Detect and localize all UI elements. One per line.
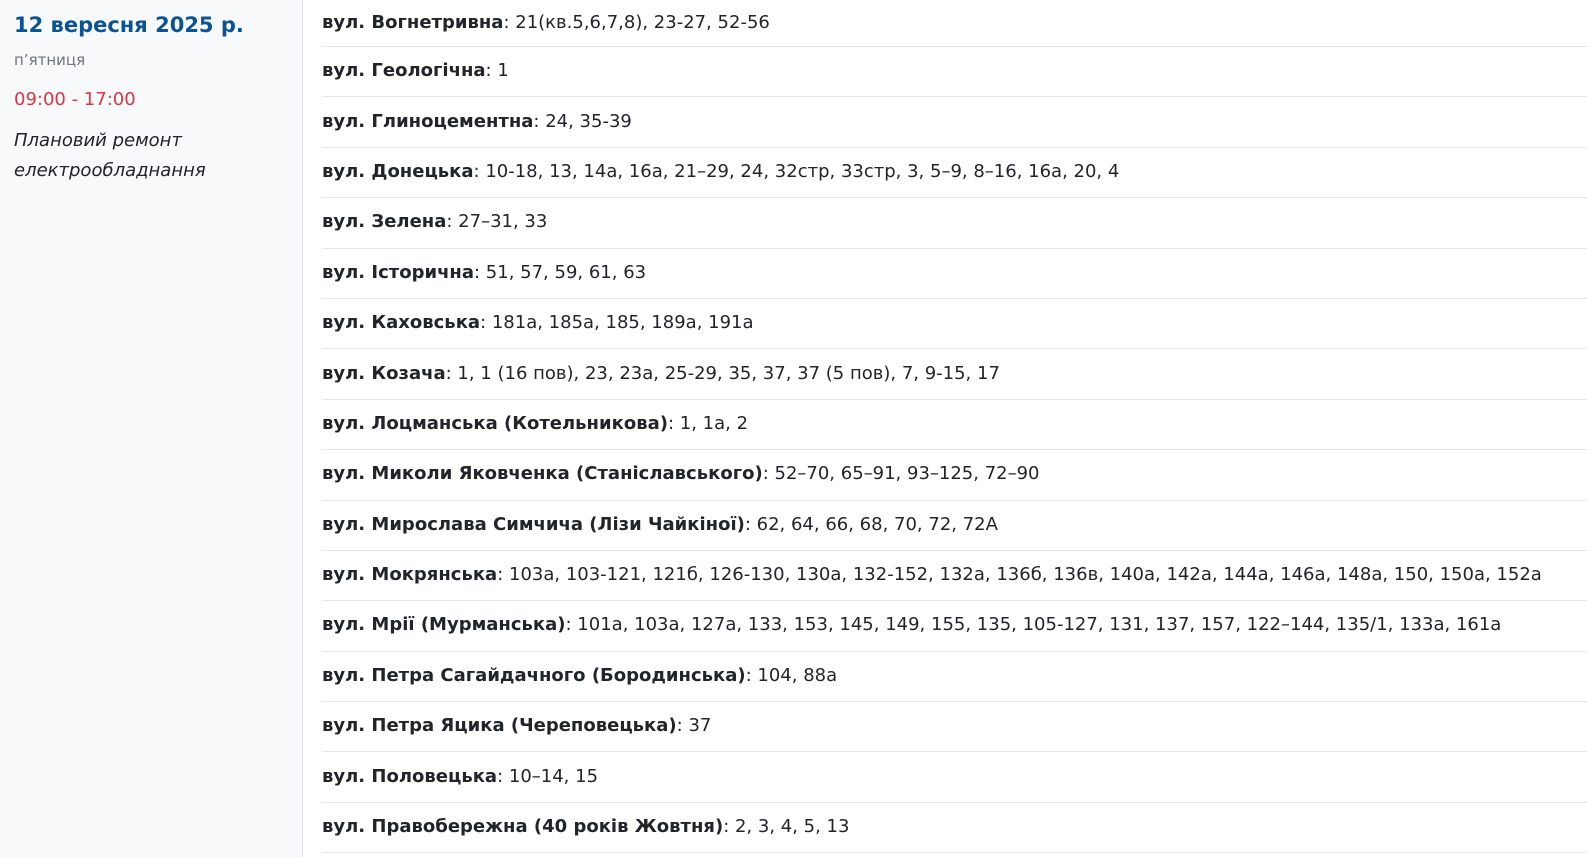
outage-reason: Плановий ремонт електрообладнання (14, 130, 206, 181)
street-row (322, 803, 1587, 853)
house-numbers: : 10-18, 13, 14а, 16а, 21–29, 24, 32стр, 33стр, 3, 5–9, 8–16, 16а, 20, 4 (473, 160, 1120, 182)
street-row (322, 148, 1587, 198)
street-name: вул. Геологічна (322, 60, 486, 82)
house-numbers: : 101а, 103а, 127а, 133, 153, 145, 149, 155, 135, 105-127, 131, 137, 157, 122–144, 135/1, 133а, 161а (565, 614, 1502, 636)
street-row (322, 601, 1587, 651)
street-row (322, 752, 1587, 802)
street-row (322, 0, 1587, 47)
outage-info-panel (0, 0, 303, 857)
street-row (322, 652, 1587, 702)
outage-weekday: п’ятниця (14, 51, 86, 69)
street-name: вул. Петра Сагайдачного (Бородинська) (322, 664, 746, 686)
street-name: вул. Лоцманська (Котельникова) (322, 412, 668, 434)
street-row (322, 450, 1587, 500)
street-name: вул. Мокрянська (322, 564, 498, 586)
street-row (322, 299, 1587, 349)
street-list (303, 0, 1587, 857)
street-name: вул. Мрії (Мурманська) (322, 614, 566, 636)
street-name: вул. Зелена (322, 211, 447, 233)
house-numbers: : 51, 57, 59, 61, 63 (474, 261, 647, 283)
street-row (322, 97, 1587, 147)
house-numbers: : 62, 64, 66, 68, 70, 72, 72А (744, 513, 998, 535)
street-row (322, 551, 1587, 601)
street-name: вул. Козача (322, 362, 446, 384)
street-name: вул. Миколи Яковченка (Станіславського) (322, 463, 763, 485)
street-name: вул. Історична (322, 261, 475, 283)
street-name: вул. Каховська (322, 312, 481, 334)
street-row (322, 702, 1587, 752)
outage-time-range: 09:00 - 17:00 (14, 89, 136, 110)
outage-date: 12 вересня 2025 р. (14, 13, 244, 37)
street-row (322, 47, 1587, 97)
street-row (322, 349, 1587, 399)
house-numbers: : 27–31, 33 (446, 211, 548, 233)
house-numbers: : 52–70, 65–91, 93–125, 72–90 (762, 463, 1040, 485)
house-numbers: : 1 (485, 60, 509, 82)
street-name: вул. Мирослава Симчича (Лізи Чайкіної) (322, 513, 745, 535)
house-numbers: : 37 (676, 715, 712, 737)
house-numbers: : 181а, 185а, 185, 189а, 191а (480, 312, 754, 334)
house-numbers: : 10–14, 15 (497, 765, 599, 787)
street-row (322, 501, 1587, 551)
house-numbers: : 104, 88а (745, 664, 838, 686)
street-row (322, 249, 1587, 299)
street-name: вул. Донецька (322, 160, 474, 182)
house-numbers: : 2, 3, 4, 5, 13 (723, 816, 850, 838)
house-numbers: : 1, 1 (16 пов), 23, 23а, 25-29, 35, 37, 37 (5 пов), 7, 9-15, 17 (445, 362, 1000, 384)
street-name: вул. Петра Яцика (Череповецька) (322, 715, 677, 737)
house-numbers: : 1, 1а, 2 (667, 412, 749, 434)
street-name: вул. Вогнетривна (322, 11, 504, 33)
house-numbers: : 21(кв.5,6,7,8), 23-27, 52-56 (503, 11, 770, 33)
street-row (322, 400, 1587, 450)
street-name: вул. Глиноцементна (322, 110, 534, 132)
street-name: вул. Правобережна (40 років Жовтня) (322, 816, 724, 838)
street-row (322, 198, 1587, 248)
house-numbers: : 103а, 103-121, 121б, 126-130, 130а, 132-152, 132а, 136б, 136в, 140а, 142а, 144а, 146а, 148а, 150, 150а, 152а (497, 564, 1542, 586)
street-name: вул. Половецька (322, 765, 498, 787)
house-numbers: : 24, 35-39 (533, 110, 632, 132)
